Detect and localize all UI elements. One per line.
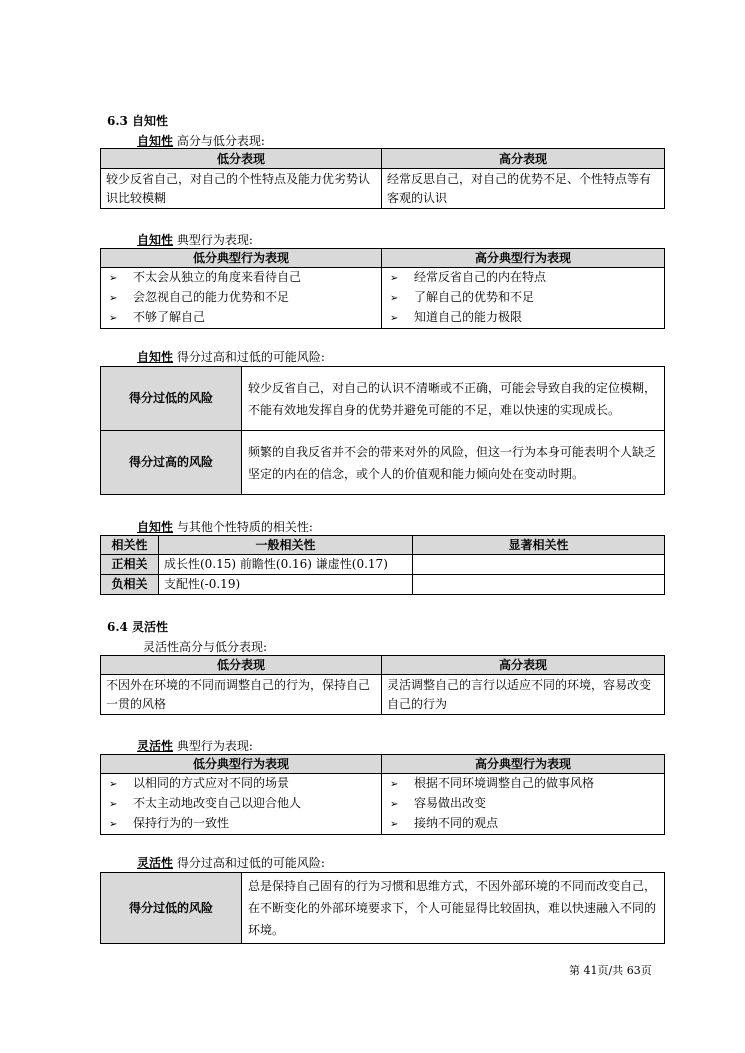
keyword: 灵活性 — [137, 739, 174, 753]
general-relation-header: 一般相关性 — [159, 536, 413, 555]
low-description: 较少反省自己，对自己的个性特点及能力优劣势认识比较模糊 — [101, 169, 382, 209]
section-title: 6.4 灵活性 — [107, 620, 169, 634]
list-item: ➢ 不太会从独立的角度来看待自己 — [109, 268, 376, 288]
positive-general: 成长性(0.15) 前瞻性(0.16) 谦虚性(0.17) — [159, 555, 413, 575]
heading-text: 与其他个性特质的相关性: — [173, 520, 313, 534]
low-behavior-list — [101, 268, 382, 329]
low-risk-label: 得分过低的风险 — [101, 367, 242, 431]
significant-relation-header: 显著相关性 — [413, 536, 665, 555]
low-behavior-header: 低分典型行为表现 — [101, 249, 382, 268]
negative-label: 负相关 — [101, 575, 159, 595]
arrowhead-bullet-icon: ➢ — [109, 313, 118, 324]
low-risk-text: 总是保持自己固有的行为习惯和思维方式，不因外部环境的不同而改变自己，在不断变化的外部环境要求下，个人可能显得比较固执，难以快速融入不同的环境。 — [242, 873, 665, 944]
list-item: ➢ 根据不同环境调整自己的做事风格 — [390, 774, 659, 794]
risk-table — [100, 872, 665, 944]
high-header: 高分表现 — [382, 149, 665, 169]
high-header: 高分表现 — [382, 656, 665, 675]
list-item: ➢ 知道自己的能力极限 — [390, 308, 659, 328]
high-description: 经常反思自己，对自己的优势不足、个性特点等有客观的认识 — [382, 169, 665, 209]
heading-text: 高分与低分表现: — [173, 134, 265, 148]
score-table — [100, 655, 665, 715]
arrowhead-bullet-icon: ➢ — [109, 273, 118, 284]
list-item: ➢ 不太主动地改变自己以迎合他人 — [109, 794, 376, 814]
high-behavior-header: 高分典型行为表现 — [382, 755, 665, 774]
arrowhead-bullet-icon: ➢ — [109, 293, 118, 304]
high-risk-text: 频繁的自我反省并不会的带来对外的风险，但这一行为本身可能表明个人缺乏坚定的内在的信念，或个人的价值观和能力倾向处在变动时期。 — [242, 431, 665, 495]
negative-general: 支配性(-0.19) — [159, 575, 413, 595]
low-behavior-header: 低分典型行为表现 — [101, 755, 382, 774]
list-item: ➢ 以相同的方式应对不同的场景 — [109, 774, 376, 794]
list-item: ➢ 容易做出改变 — [390, 794, 659, 814]
subsection-heading — [137, 518, 313, 535]
positive-label: 正相关 — [101, 555, 159, 575]
low-risk-label: 得分过低的风险 — [101, 873, 242, 944]
correlation-table — [100, 535, 665, 595]
section-title: 6.3 自知性 — [107, 114, 169, 128]
low-behavior-list — [101, 774, 382, 835]
arrowhead-bullet-icon: ➢ — [390, 799, 399, 810]
keyword: 灵活性 — [137, 856, 174, 870]
keyword: 自知性 — [137, 350, 174, 364]
subsection-heading — [137, 132, 265, 149]
arrowhead-bullet-icon: ➢ — [390, 293, 399, 304]
subsection-heading — [137, 737, 253, 754]
low-risk-text: 较少反省自己，对自己的认识不清晰或不正确，可能会导致自我的定位模糊，不能有效地发挥自身的优势并避免可能的不足，难以快速的实现成长。 — [242, 367, 665, 431]
relation-header: 相关性 — [101, 536, 159, 555]
subsection-heading — [137, 348, 325, 365]
list-item: ➢ 不够了解自己 — [109, 308, 376, 328]
page-number: 第 41页/共 63页 — [569, 964, 652, 977]
list-item: ➢ 了解自己的优势和不足 — [390, 288, 659, 308]
list-item: ➢ 经常反省自己的内在特点 — [390, 268, 659, 288]
negative-significant — [413, 575, 665, 595]
high-risk-label: 得分过高的风险 — [101, 431, 242, 495]
heading-text: 得分过高和过低的可能风险: — [173, 856, 325, 870]
risk-table — [100, 366, 665, 495]
heading-text: 典型行为表现: — [173, 739, 253, 753]
arrowhead-bullet-icon: ➢ — [390, 819, 399, 830]
keyword: 自知性 — [137, 233, 174, 247]
arrowhead-bullet-icon: ➢ — [109, 799, 118, 810]
heading-text: 典型行为表现: — [173, 233, 253, 247]
arrowhead-bullet-icon: ➢ — [390, 273, 399, 284]
arrowhead-bullet-icon: ➢ — [390, 313, 399, 324]
high-description: 灵活调整自己的言行以适应不同的环境，容易改变自己的行为 — [382, 675, 665, 715]
arrowhead-bullet-icon: ➢ — [109, 819, 118, 830]
high-behavior-list — [382, 268, 665, 329]
arrowhead-bullet-icon: ➢ — [390, 779, 399, 790]
behavior-table — [100, 248, 665, 329]
arrowhead-bullet-icon: ➢ — [109, 779, 118, 790]
heading-text: 得分过高和过低的可能风险: — [173, 350, 325, 364]
subsection-heading — [137, 854, 325, 871]
high-behavior-list — [382, 774, 665, 835]
high-behavior-header: 高分典型行为表现 — [382, 249, 665, 268]
low-description: 不因外在环境的不同而调整自己的行为，保持自己一贯的风格 — [101, 675, 382, 715]
keyword: 自知性 — [137, 134, 174, 148]
low-header: 低分表现 — [101, 149, 382, 169]
score-table — [100, 148, 665, 209]
list-item: ➢ 会忽视自己的能力优势和不足 — [109, 288, 376, 308]
behavior-table — [100, 754, 665, 835]
low-header: 低分表现 — [101, 656, 382, 675]
subsection-heading — [137, 231, 253, 248]
list-item: ➢ 接纳不同的观点 — [390, 814, 659, 834]
list-item: ➢ 保持行为的一致性 — [109, 814, 376, 834]
positive-significant — [413, 555, 665, 575]
subsection-heading: 灵活性高分与低分表现: — [143, 640, 268, 654]
keyword: 自知性 — [137, 520, 174, 534]
